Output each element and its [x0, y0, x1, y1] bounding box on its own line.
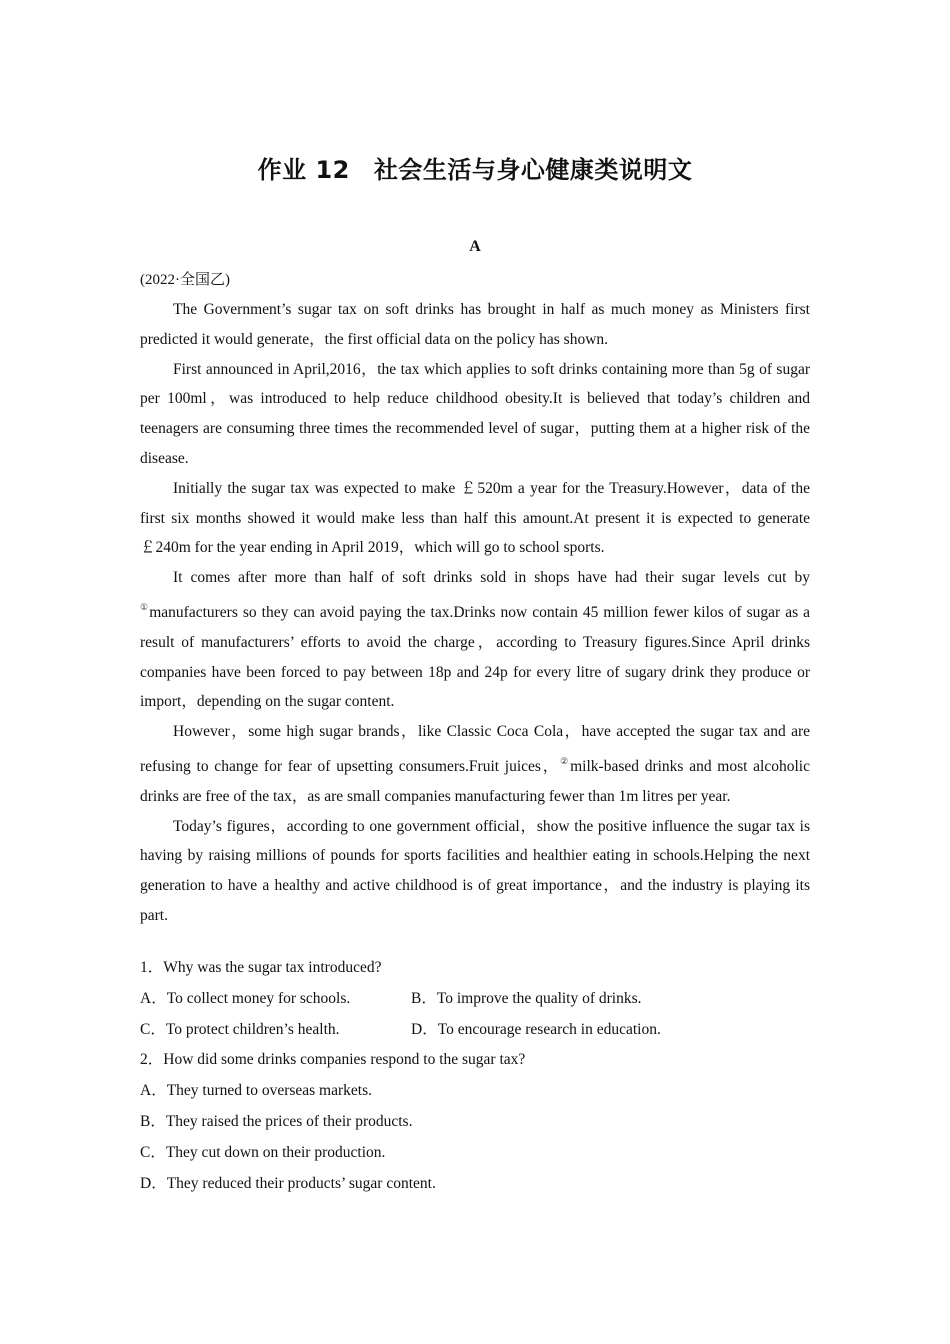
- paragraph: [140, 563, 810, 717]
- paragraph-text: milk-based drinks and most alcoholic drinks are free of the tax，as are small companies manufacturing fewer than 1m litres per year.: [140, 757, 810, 805]
- title-main: 作业 12: [257, 156, 350, 184]
- paragraph-text: However，some high sugar brands，like Classic Coca Cola，have accepted the sugar tax and are refusing to change for fear of upsetting consumers.Fruit juices，: [140, 723, 810, 775]
- section-label: A: [469, 238, 481, 255]
- paragraph: [140, 717, 810, 811]
- option-a: A．To collect money for schools.: [140, 990, 351, 1007]
- page-title: [0, 150, 950, 185]
- question-stem: 2．How did some drinks companies respond to the sugar tax?: [140, 1051, 526, 1068]
- option-d: D．They reduced their products’ sugar content.: [140, 1175, 436, 1192]
- paragraph-text: It comes after more than half of soft drinks sold in shops have had their sugar levels cut by: [173, 569, 810, 587]
- option-c: C．They cut down on their production.: [140, 1144, 386, 1161]
- option-d: D．To encourage research in education.: [411, 1021, 661, 1038]
- paragraph: First announced in April,2016，the tax which applies to soft drinks containing more than 5g of sugar per 100ml，was introduced to help reduce childhood obesity.It is believed that today’s children and teenagers are consuming three times the recommended level of sugar，putting them at a higher risk of the disease.: [140, 360, 810, 467]
- option-a: A．They turned to overseas markets.: [140, 1082, 373, 1099]
- annotation-marker: ①: [140, 601, 150, 612]
- question-list: [140, 953, 810, 1199]
- option-row: [140, 1014, 810, 1045]
- paragraph: Today’s figures，according to one government official，show the positive influence the sugar tax is having by raising millions of pounds for sports facilities and healthier eating in schools.Helping the next generation to have a healthy and active childhood is of great importance，and the industry is playing its part.: [140, 817, 810, 924]
- paragraph: The Government’s sugar tax on soft drinks has brought in half as much money as Ministers first predicted it would generate，the first official data on the policy has shown.: [140, 301, 810, 348]
- option-row: [140, 983, 810, 1014]
- source-note: (2022·全国乙): [140, 272, 230, 288]
- option-b: B．To improve the quality of drinks.: [411, 990, 642, 1007]
- option-b: B．They raised the prices of their products.: [140, 1113, 413, 1130]
- reading-passage: [140, 295, 810, 931]
- title-sub: 社会生活与身心健康类说明文: [373, 156, 693, 184]
- option-c: C．To protect children’s health.: [140, 1021, 340, 1038]
- paragraph-text: manufacturers so they can avoid paying the tax.Drinks now contain 45 million fewer kilos of sugar as a result of manufacturers’ efforts to avoid the charge，according to Treasury figures.Since April drinks companies have been forced to pay between 18p and 24p for every litre of sugary drink they produce or import，depending on the sugar content.: [140, 603, 810, 711]
- question-stem: 1．Why was the sugar tax introduced?: [140, 959, 382, 976]
- annotation-marker: ②: [560, 755, 571, 766]
- paragraph: Initially the sugar tax was expected to make ￡520m a year for the Treasury.However，data of the first six months showed it would make less than half this amount.At present it is expected to generate ￡240m for the year ending in April 2019，which will go to school sports.: [140, 479, 810, 557]
